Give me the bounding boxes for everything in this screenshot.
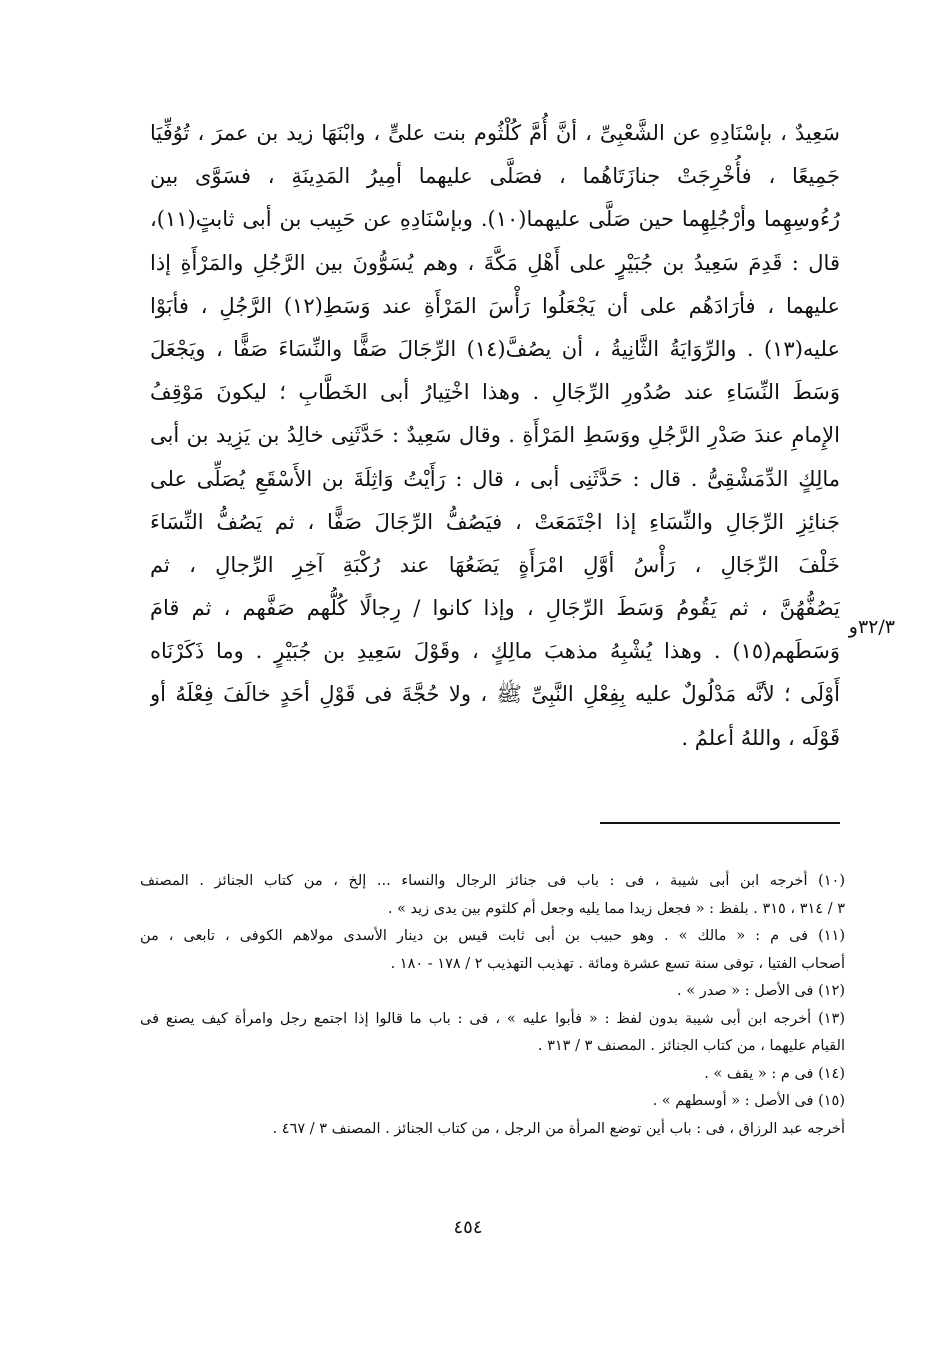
footnote-line: أصحاب الفتيا ، توفى سنة تسع عشرة ومائة . تهذيب التهذيب ٢ / ١٧٨ - ١٨٠ . [390,955,845,972]
text-line: يَصُفُّهُنَّ ، ثم يَقُومُ وَسَطَ الرِّجَالِ ، وإذا كانوا / رِجالًا كُلُّهم صَفَّهم ، ثم قامَ [150,596,840,621]
text-line: مالِكٍ الدِّمَشْقِىُّ . قال : حَدَّثَنِى أبى ، قال : رَأَيْتُ وَاثِلَةَ بن الأَسْقَعِ يُصَلِّى على [150,466,840,491]
text-line: قال : قَدِمَ سَعِيدُ بن جُبَيْرٍ على أَهْلِ مَكَّةَ ، وهم يُسَوُّونَ بين الرَّجُلِ والمَرْأَةِ إذا [150,250,840,275]
text-line: الإِمامِ عندَ صَدْرِ الرَّجُلِ ووَسَطِ المَرْأَةِ . وقال سَعِيدٌ : حَدَّثَنِى خالِدُ بن يَزِيد بن أبى [150,423,840,448]
text-line: رُءُوسِهِما وأرْجُلِهِما حين صَلَّى عليهما(١٠). وبإسْنَادِهِ عن حَبِيب بن أبى ثابتٍ(١١)، [150,207,840,232]
page-number: ٤٥٤ [453,1217,483,1238]
text-line-last: قَوْلَه ، واللهُ أعلمُ . [681,725,840,750]
footnote-line: (١٥) فى الأصل : « أوسطهم » . [652,1093,845,1109]
footnote-line: أخرجه عبد الرزاق ، فى : باب أين توضع المرأة من الرجل ، من كتاب الجنائز . المصنف ٣ / ٤٦٧ . [272,1120,845,1137]
main-text-block [150,112,840,760]
footnote-line: (١٢) فى الأصل : « صدر » . [677,983,845,999]
footnote-line: (١٠) أخرجه ابن أبى شيبة ، فى : باب فى جنائز الرجال والنساء ... إلخ ، من كتاب الجنائز . المصنف [140,873,845,889]
footnote-line: ٣ / ٣١٤ ، ٣١٥ . بلفظ : « فجعل زيدا مما يليه وجعل أم كلثوم بين يدى زيد » . [387,900,845,917]
margin-folio-note: ٣٢/٣و [848,616,895,638]
text-line: جَمِيعًا ، فأُخْرِجَتْ جنازَتَاهُما ، فصَلَّى عليهما أمِيرُ المَدِينَةِ ، فسَوَّى بين [150,164,840,189]
footnote-line: (١١) فى م : « مالك » . وهو حبيب بن أبى ثابت قيس بن دينار الأسدى مولاهم الكوفى ، تابعى ، من [140,928,845,944]
text-line: أَوْلَى ؛ لأنَّه مَدْلُولٌ عليه بِفِعْلِ النَّبِىِّ ﷺ ، ولا حُجَّةَ فى قَوْلِ أحَدٍ خالَفَ فِعْلَهُ أو [150,682,840,707]
text-line: خَلْفَ الرِّجَالِ ، رَأْسُ أوَّلِ امْرَأَةٍ يَضَعُهَا عند رُكْبَةِ آخِرِ الرِّجالِ ، ثم [150,552,840,577]
text-line: وَسَطَ النِّسَاءِ عند صُدُورِ الرِّجَالِ . وهذا اخْتِيارُ أبى الخَطَّابِ ؛ ليكونَ مَوْقِفُ [150,380,840,405]
footnote-line: القيام عليهما ، من كتاب الجنائز . المصنف ٣ / ٣١٣ . [537,1038,845,1054]
footnote-line: (١٤) فى م : « يقف » . [704,1065,845,1082]
text-line: عليهما ، فأرَادَهُم على أن يَجْعَلُوا رَأْسَ المَرْأَةِ عند وَسَطِ(١٢) الرَّجُلِ ، فأبَوْا [150,293,840,318]
footnote-line: (١٣) أخرجه ابن أبى شيبة بدون لفظ : « فأبوا عليه » ، فى : باب ما قالوا إذا اجتمع رجل وامرأة كيف يصنع فى [140,1010,845,1027]
text-line: وَسَطَهم(١٥) . وهذا يُشْبِهُ مذهبَ مالِكٍ ، وقَوْلَ سَعِيدِ بن جُبَيْرٍ . وما ذَكَرْنَاه [150,639,840,664]
text-line: جَنائِزِ الرِّجَالِ والنِّسَاءِ إذا اجْتَمَعَتْ ، فيَصُفُّ الرِّجَالَ صَفًّا ، ثم يَصُفُّ النِّسَاءَ [150,509,840,534]
footnote-divider [600,822,840,824]
footnotes-block [140,868,845,1143]
text-line: سَعِيدٌ ، بإسْنَادِهِ عن الشَّعْبِىِّ ، أنَّ أُمَّ كُلْثُوم بنت علىٍّ ، وابْنَهَا زيد بن عمرَ ، تُوُفِّيَا [150,121,840,145]
text-line: عليه(١٣) . والرِّوَايَةُ الثَّانِيةُ ، أن يصُفَّ(١٤) الرِّجَالَ صَفًّا والنِّسَاءَ صَفًّا ، ويَجْعَلَ [150,336,840,361]
